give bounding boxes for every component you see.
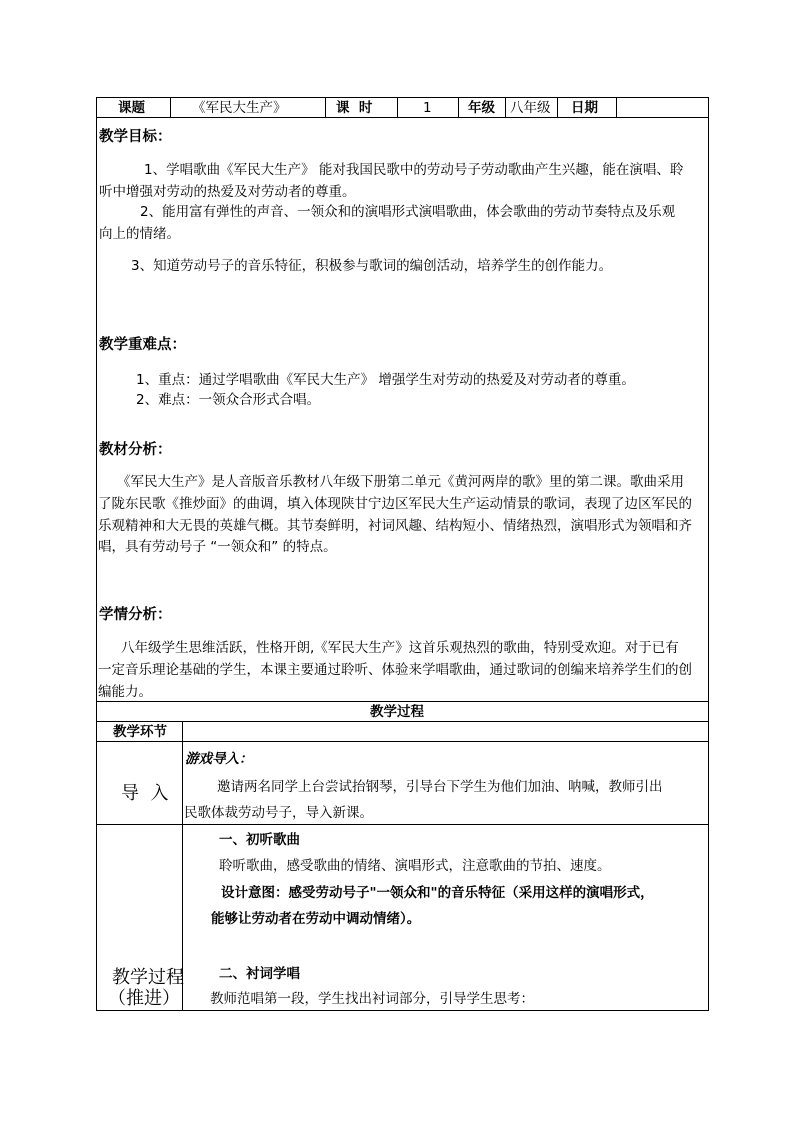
material-line-1: 《军民大生产》是人音版音乐教材八年级下册第二单元《黄河两岸的歌》里的第二课。歌曲采用 xyxy=(117,474,684,490)
table-right-border xyxy=(708,97,709,1011)
grade-value: 八年级 xyxy=(510,100,551,116)
header-divider xyxy=(557,97,558,118)
students-line-3: 编能力。 xyxy=(98,684,152,700)
intro-line-1: 邀请两名同学上台尝试抬钢琴，引导台下学生为他们加油、呐喊，教师引出 xyxy=(217,779,663,795)
hours-label: 课 时 xyxy=(336,100,373,116)
main-stage-label-line1: 教学过程 xyxy=(112,967,184,988)
date-label: 日期 xyxy=(571,100,598,116)
material-title: 教材分析： xyxy=(99,442,172,458)
objectives-title: 教学目标： xyxy=(99,129,172,145)
key-point-1: 1、重点：通过学唱歌曲《军民大生产》 增强学生对劳动的热爱及对劳动者的尊重。 xyxy=(136,372,635,388)
hours-value: 1 xyxy=(423,100,432,116)
intro-row-bottom-border xyxy=(96,824,709,825)
key-points-title: 教学重难点： xyxy=(99,337,186,353)
process-heading-bottom-border xyxy=(96,721,709,722)
step-2-title: 二、衬词学唱 xyxy=(219,966,300,982)
header-row-bottom-border xyxy=(96,117,709,118)
topic-label: 课题 xyxy=(118,100,145,116)
intro-title: 游戏导入： xyxy=(185,751,253,767)
table-left-border xyxy=(96,97,97,1011)
stage-header-bottom-border xyxy=(96,741,709,742)
students-line-1: 八年级学生思维活跃，性格开朗,《军民大生产》这首乐观热烈的歌曲，特别受欢迎。对于已有 xyxy=(121,640,679,656)
process-heading-top-border xyxy=(96,701,709,702)
material-line-2: 了陇东民歌《推炒面》的曲调，填入体现陕甘宁边区军民大生产运动情景的歌词，表现了边区军民的 xyxy=(98,496,692,512)
stage-column-header: 教学环节 xyxy=(113,724,167,740)
objective-2-line1: 2、能用富有弹性的声音、一领众和的演唱形式演唱歌曲，体会歌曲的劳动节奏特点及乐观 xyxy=(140,204,676,220)
objective-3: 3、知道劳动号子的音乐特征，积极参与歌词的编创活动，培养学生的创作能力。 xyxy=(131,258,613,274)
header-divider xyxy=(325,97,326,118)
header-divider xyxy=(505,97,506,118)
objective-1-line2: 听中增强对劳动的热爱及对劳动者的尊重。 xyxy=(99,184,356,200)
header-divider xyxy=(397,97,398,118)
grade-label: 年级 xyxy=(468,100,495,116)
table-top-border xyxy=(96,97,709,98)
step-2-text: 教师范唱第一段，学生找出衬词部分，引导学生思考： xyxy=(210,991,534,1007)
intro-stage-label: 导 入 xyxy=(121,783,169,804)
students-title: 学情分析： xyxy=(99,607,172,623)
step-1-text: 聆听歌曲，感受歌曲的情绪、演唱形式，注意歌曲的节拍、速度。 xyxy=(219,858,611,874)
main-stage-label-line2: （推进） xyxy=(108,988,180,1009)
step-1-title: 一、初听歌曲 xyxy=(219,832,300,848)
material-line-3: 乐观精神和大无畏的英雄气概。其节奏鲜明，衬词风趣、结构短小、情绪热烈，演唱形式为领唱和齐 xyxy=(98,518,692,534)
table-bottom-border xyxy=(96,1010,709,1011)
step-1-design-line2: 能够让劳动者在劳动中调动情绪）。 xyxy=(211,911,421,927)
intro-line-2: 民歌体裁劳动号子，导入新课。 xyxy=(184,805,373,821)
process-heading: 教学过程 xyxy=(370,704,424,720)
key-point-2: 2、难点：一领众合形式合唱。 xyxy=(136,392,321,408)
objective-1-line1: 1、学唱歌曲《军民大生产》 能对我国民歌中的劳动号子劳动歌曲产生兴趣，能在演唱、聆 xyxy=(144,162,684,178)
step-1-design-line1: 设计意图：感受劳动号子"一领众和"的音乐特征（采用这样的演唱形式， xyxy=(221,885,654,901)
objective-2-line2: 向上的情绪。 xyxy=(99,226,180,242)
header-divider xyxy=(616,97,617,118)
students-line-2: 一定音乐理论基础的学生，本课主要通过聆听、体验来学唱歌曲，通过歌词的创编来培养学生们的创 xyxy=(98,662,692,678)
header-divider xyxy=(458,97,459,118)
material-line-4: 唱，具有劳动号子 “一领众和” 的特点。 xyxy=(98,539,337,555)
topic-value: 《军民大生产》 xyxy=(192,100,287,116)
header-divider xyxy=(170,97,171,118)
